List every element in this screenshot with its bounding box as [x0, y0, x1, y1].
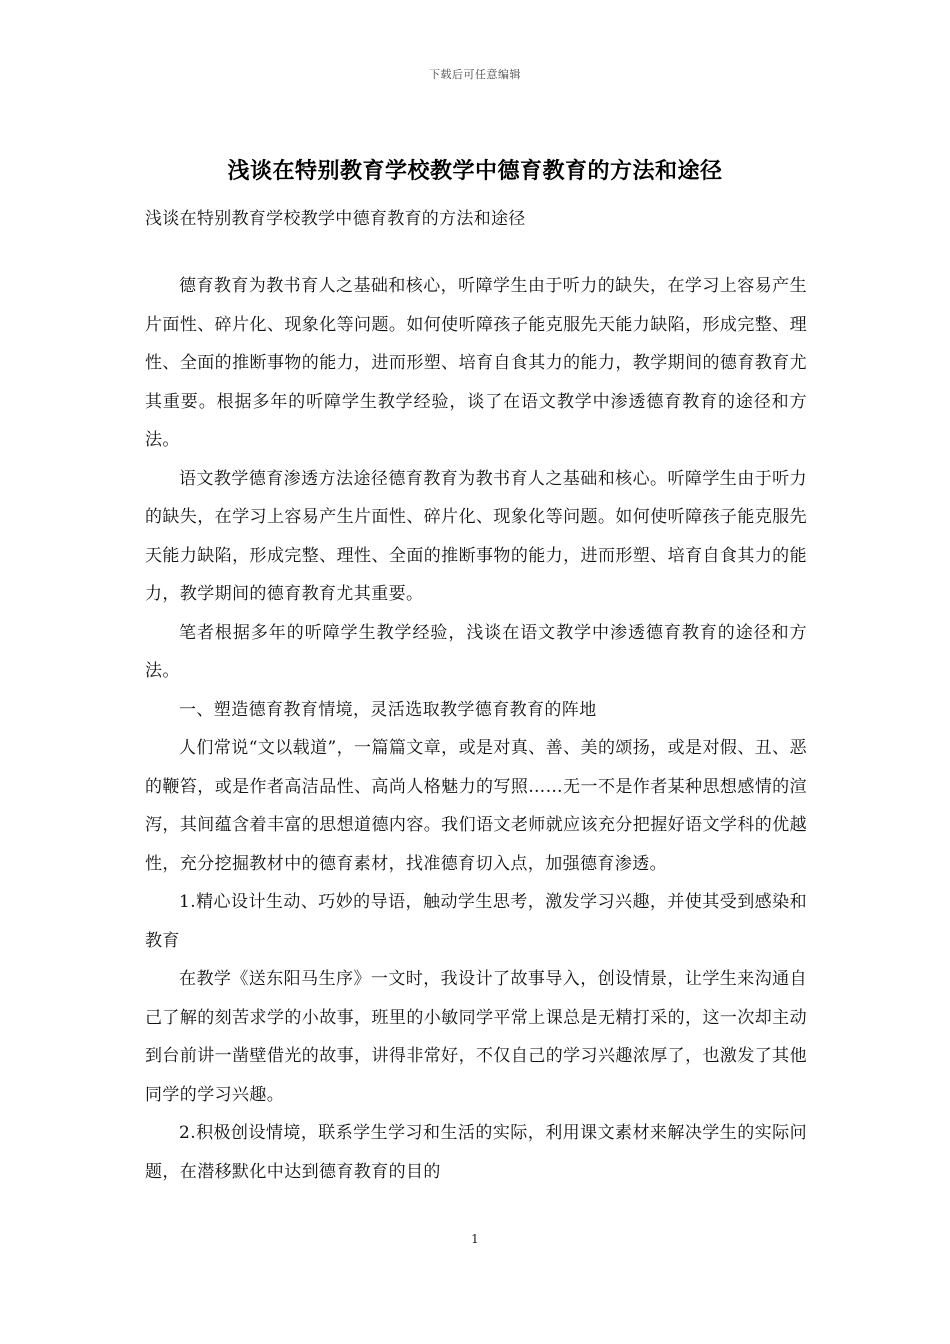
subheading-1: 1.精心设计生动、巧妙的导语，触动学生思考，激发学习兴趣，并使其受到感染和教育 — [145, 892, 807, 951]
page-number: 1 — [471, 1232, 479, 1246]
paragraph-author-note: 笔者根据多年的听障学生教学经验，浅谈在语文教学中渗透德育教育的途径和方法。 — [145, 622, 807, 681]
document-subtitle: 浅谈在特别教育学校教学中德育教育的方法和途径 — [145, 209, 526, 229]
header-note: 下载后可任意编辑 — [429, 68, 521, 81]
subheading-2: 2.积极创设情境，联系学生学习和生活的实际，利用课文素材来解决学生的实际问题，在潜移默化中达到德育教育的目的 — [145, 1123, 807, 1182]
paragraph-section-1: 人们常说“文以载道”，一篇篇文章，或是对真、善、美的颂扬，或是对假、丑、恶的鞭笞，或是作者高洁品性、高尚人格魅力的写照……无一不是作者某种思想感情的渲泻，其间蕴含着丰富的思想道德内容。我们语文老师就应该充分把握好语文学科的优越性，充分挖掘教材中的德育素材，找准德育切入点，加强德育渗透。 — [145, 738, 807, 874]
section-heading-1: 一、塑造德育教育情境，灵活选取教学德育教育的阵地 — [179, 699, 597, 720]
paragraph-method-overview: 语文教学德育渗透方法途径德育教育为教书育人之基础和核心。听障学生由于听力的缺失，在学习上容易产生片面性、碎片化、现象化等问题。如何使听障孩子能克服先天能力缺陷，形成完整、理性、全面的推断事物的能力，进而形塑、培育自食其力的能力，教学期间的德育教育尤其重要。 — [145, 468, 807, 604]
document-title: 浅谈在特别教育学校教学中德育教育的方法和途径 — [227, 158, 723, 184]
paragraph-intro: 德育教育为教书育人之基础和核心，听障学生由于听力的缺失，在学习上容易产生片面性、碎片化、现象化等问题。如何使听障孩子能克服先天能力缺陷，形成完整、理性、全面的推断事物的能力，进而形塑、培育自食其力的能力，教学期间的德育教育尤其重要。根据多年的听障学生教学经验，谈了在语文教学中渗透德育教育的途径和方法。 — [145, 276, 807, 450]
paragraph-example-1: 在教学《送东阳马生序》一文时，我设计了故事导入，创设情景，让学生来沟通自己了解的刻苦求学的小故事，班里的小敏同学平常上课总是无精打采的，这一次却主动到台前讲一凿壁借光的故事，讲得非常好，不仅自己的学习兴趣浓厚了，也激发了其他同学的学习兴趣。 — [145, 969, 807, 1105]
document-body — [145, 267, 807, 1191]
